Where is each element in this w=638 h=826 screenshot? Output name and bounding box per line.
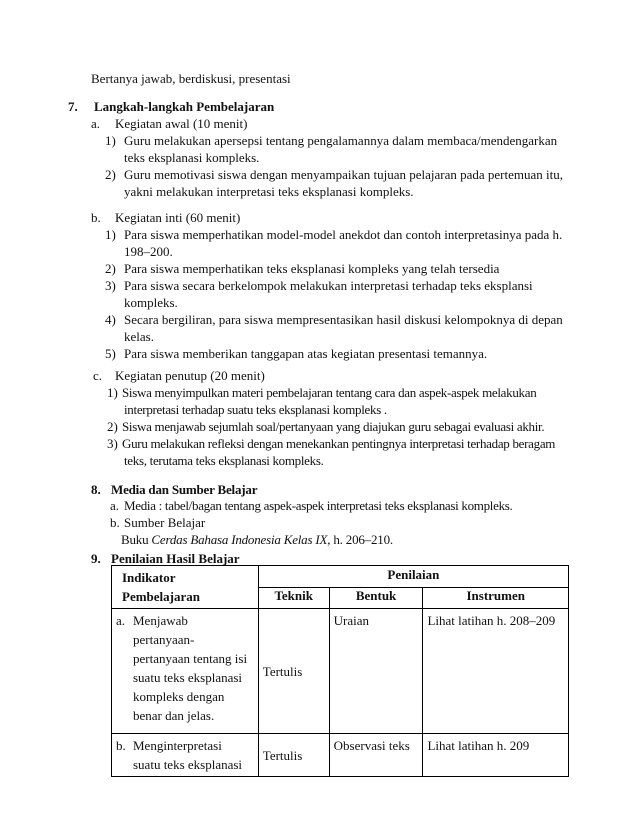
book-suffix: , h. 206–210. [327,532,393,547]
indikator-cell [112,734,259,777]
list-item-number: 1) [107,385,118,400]
media-text: Media : tabel/bagan tentang aspek-aspek interpretasi teks eksplanasi kompleks. [124,498,513,513]
list-item-number: 3) [105,278,116,293]
indikator-line: pertanyaan- [133,632,195,647]
section-7-title: Langkah-langkah Pembelajaran [94,99,275,114]
section-7b-label: b. [91,210,101,225]
list-item-text-cont: yakni melakukan interpretasi teks eksplanasi kompleks. [124,184,414,199]
header-indikator: Indikator Pembelajaran [112,566,259,609]
list-item-number: 1) [105,227,116,242]
list-item-number: 2) [105,261,116,276]
list-item-number: 5) [105,346,116,361]
list-item-text-cont: teks, terutama teks eksplanasi kompleks. [124,453,324,468]
book-reference [121,532,393,548]
list-item-text-cont: 198–200. [124,244,173,259]
list-item-text-cont: kompleks. [124,295,178,310]
table-row [112,734,569,777]
section-8a-label: a. [110,498,120,513]
section-7a-label: a. [91,116,101,131]
list-item-text-cont: kelas. [124,329,154,344]
book-prefix: Buku [121,532,152,547]
header-teknik: Teknik [258,587,329,609]
list-item-number: 2) [105,167,116,182]
section-7-number: 7. [68,99,78,114]
list-item-text-cont: interpretasi terhadap suatu teks eksplanasi kompleks . [124,402,387,417]
row-label: b. [116,738,126,753]
section-8-title: Media dan Sumber Belajar [111,482,258,497]
list-item-text: Guru memotivasi siswa dengan menyampaikan tujuan pelajaran pada pertemuan itu, [124,167,563,182]
list-item-text: Siswa menjawab sejumlah soal/pertanyaan yang diajukan guru sebagai evaluasi akhir. [122,419,545,434]
indikator-line: pertanyaan tentang isi [133,651,248,666]
table-header-row [112,566,569,588]
book-title: Cerdas Bahasa Indonesia Kelas IX [151,532,328,547]
list-item-text: Para siswa memperhatikan model-model anekdot dan contoh interpretasinya pada h. [124,227,563,242]
sumber-belajar-text: Sumber Belajar [124,515,206,530]
table-row [112,609,569,734]
teknik-cell: Tertulis [258,734,329,777]
row-label: a. [116,613,126,628]
list-item-text: Para siswa memperhatikan teks eksplanasi kompleks yang telah tersedia [124,261,500,276]
section-7b-title: Kegiatan inti (60 menit) [115,210,241,225]
list-item-number: 3) [107,436,118,451]
intro-line: Bertanya jawab, berdiskusi, presentasi [91,71,291,86]
list-item-number: 2) [107,419,118,434]
bentuk-cell: Uraian [329,609,423,734]
section-9-title: Penilaian Hasil Belajar [111,551,240,566]
list-item-text: Siswa menyimpulkan materi pembelajaran tentang cara dan aspek-aspek melakukan [122,385,537,400]
indikator-line: Menginterpretasi [133,738,222,753]
header-bentuk: Bentuk [329,587,423,609]
list-item-text: Para siswa memberikan tanggapan atas kegiatan presentasi temannya. [124,346,488,361]
list-item-text: Guru melakukan apersepsi tentang pengalamannya dalam membaca/mendengarkan [124,133,558,148]
header-penilaian: Penilaian [258,566,568,588]
instrumen-cell: Lihat latihan h. 209 [423,734,569,777]
instrumen-cell: Lihat latihan h. 208–209 [423,609,569,734]
list-item-number: 4) [105,312,116,327]
assessment-table [111,565,569,777]
header-instrumen: Instrumen [423,587,569,609]
indikator-cell [112,609,259,734]
list-item-text-cont: teks eksplanasi kompleks. [124,150,260,165]
section-8-number: 8. [91,482,101,497]
section-9-number: 9. [91,551,101,566]
teknik-cell: Tertulis [258,609,329,734]
indikator-line: benar dan jelas. [133,708,215,723]
indikator-line: kompleks dengan [133,689,225,704]
list-item-number: 1) [105,133,116,148]
list-item-text: Guru melakukan refleksi dengan menekankan pentingnya interpretasi terhadap beragam [122,436,556,451]
bentuk-cell: Observasi teks [329,734,423,777]
section-7c-title: Kegiatan penutup (20 menit) [115,368,265,383]
indikator-line: suatu teks eksplanasi [133,670,243,685]
section-7a-title: Kegiatan awal (10 menit) [115,116,248,131]
list-item-text: Para siswa secara berkelompok melakukan interpretasi terhadap teks eksplansi [124,278,533,293]
indikator-line: Menjawab [133,613,188,628]
section-8b-label: b. [110,515,120,530]
section-7c-label: c. [93,368,103,383]
list-item-text: Secara bergiliran, para siswa mempresentasikan hasil diskusi kelompoknya di depan [124,312,563,327]
indikator-line: suatu teks eksplanasi [133,757,243,772]
